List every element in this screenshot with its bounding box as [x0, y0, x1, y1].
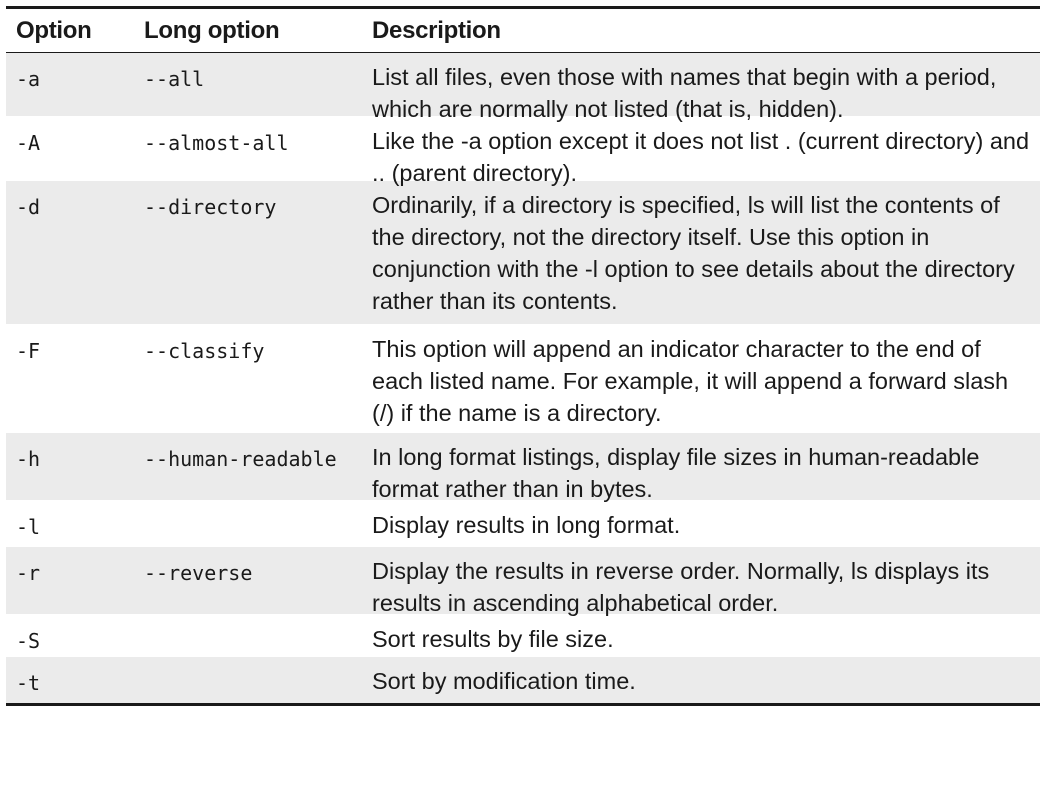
table-header — [6, 9, 1040, 53]
long-option-cell: --reverse — [144, 561, 253, 585]
option-cell: -S — [16, 629, 41, 653]
options-table — [6, 6, 1040, 706]
table-row — [6, 117, 1040, 186]
option-cell: -A — [16, 131, 41, 155]
table-row — [6, 433, 1040, 501]
table-row — [6, 501, 1040, 547]
description-cell: In long format listings, display file sizes in human-readable format rather than in bytes. — [372, 444, 980, 502]
option-cell: -d — [16, 195, 41, 219]
long-option-cell: --all — [144, 67, 205, 91]
table-row — [6, 53, 1040, 122]
table-row — [6, 657, 1040, 703]
option-cell: -t — [16, 671, 41, 695]
long-option-cell: --human-readable — [144, 447, 337, 471]
description-cell: Display the results in reverse order. Normally, ls displays its results in ascending alphabetical order. — [372, 558, 990, 616]
header-description: Description — [372, 16, 501, 44]
option-cell: -r — [16, 561, 41, 585]
description-cell: Display results in long format. — [372, 512, 681, 538]
long-option-cell — [136, 501, 362, 546]
table-row — [6, 325, 1040, 433]
description-cell: Sort results by file size. — [372, 626, 614, 652]
option-cell: -h — [16, 447, 41, 471]
table-row — [6, 615, 1040, 657]
long-option-cell: --almost-all — [144, 131, 289, 155]
long-option-cell — [136, 615, 362, 656]
table-row — [6, 181, 1040, 325]
header-option: Option — [16, 16, 92, 44]
description-cell: Sort by modification time. — [372, 668, 636, 694]
description-cell: This option will append an indicator character to the end of each listed name. For example, it will append a forward slash (/) if the name is a directory. — [372, 336, 1009, 426]
option-cell: -l — [16, 515, 41, 539]
option-cell: -a — [16, 67, 41, 91]
table-row — [6, 547, 1040, 615]
header-long-option: Long option — [144, 16, 280, 44]
description-cell: Ordinarily, if a directory is specified, ls will list the contents of the directory, not the directory itself. Use this option in conjunction with the -l option to see details about the directory rather than its contents. — [372, 192, 1015, 314]
description-cell: Like the -a option except it does not list . (current directory) and .. (parent directory). — [372, 128, 1030, 186]
long-option-cell: --classify — [144, 339, 265, 363]
long-option-cell — [136, 657, 362, 703]
description-cell: List all files, even those with names that begin with a period, which are normally not listed (that is, hidden). — [372, 64, 997, 122]
option-cell: -F — [16, 339, 41, 363]
long-option-cell: --directory — [144, 195, 277, 219]
